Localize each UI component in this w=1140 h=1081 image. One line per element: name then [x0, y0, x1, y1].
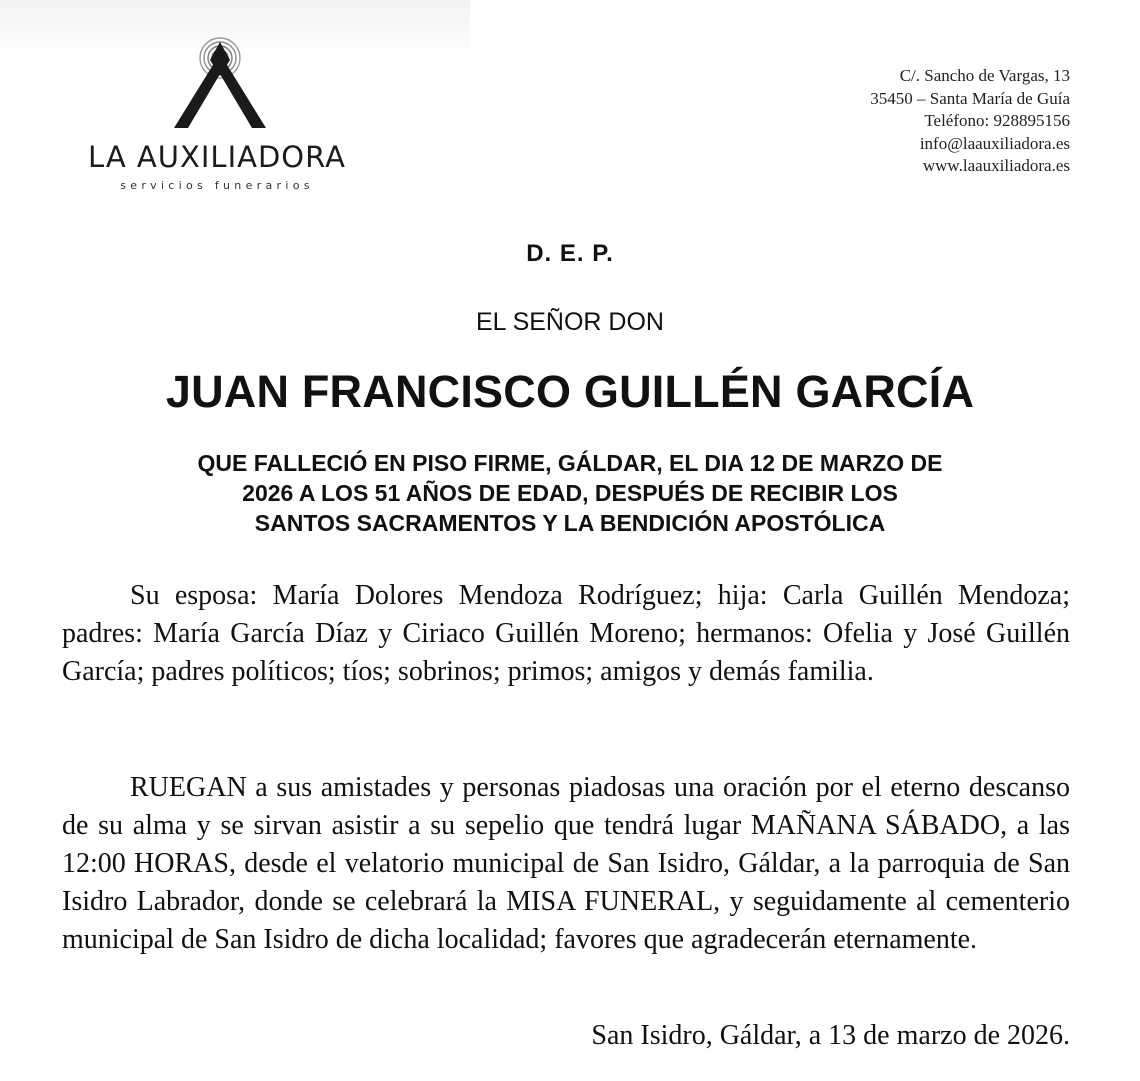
family-paragraph: Su esposa: María Dolores Mendoza Rodríguez; hija: Carla Guillén Mendoza; padres: María García Díaz y Ciriaco Guillén Moreno; hermanos: Ofelia y José Guillén García; padres políticos; tíos; sobrinos; primos; amigos y demás familia. [62, 580, 1070, 687]
address-street: C/. Sancho de Vargas, 13 [899, 66, 1070, 85]
honorific-line: EL SEÑOR DON [475, 308, 664, 336]
logo-emblem-icon [170, 36, 270, 136]
place-date-line: San Isidro, Gáldar, a 13 de marzo de 2026. [591, 1020, 1070, 1051]
deceased-name: JUAN FRANCISCO GUILLÉN GARCÍA [165, 366, 975, 417]
address-email: info@laauxiliadora.es [919, 133, 1070, 153]
logo-company-name: LA AUXILIADORA [88, 140, 346, 174]
address-phone: Teléfono: 928895156 [924, 111, 1070, 130]
death-statement-line: SANTOS SACRAMENTOS Y LA BENDICIÓN APOSTÓLICA [254, 510, 886, 536]
death-statement-line: QUE FALLECIÓ EN PISO FIRME, GÁLDAR, EL DIA 12 DE MARZO DE [197, 450, 943, 476]
contact-address-block [870, 65, 1070, 178]
logo-tagline: servicios funerarios [120, 179, 314, 192]
death-statement [80, 448, 1060, 538]
dep-heading: D. E. P. [526, 240, 614, 267]
company-logo [52, 36, 382, 196]
funeral-request-paragraph: RUEGAN a sus amistades y personas piadosas una oración por el eterno descanso de su alma y se sirvan asistir a su sepelio que tendrá lugar MAÑANA SÁBADO, a las 12:00 HORAS, desde el velatorio municipal de San Isidro, Gáldar, a la parroquia de San Isidro Labrador, donde se celebrará la MISA FUNERAL, y seguidamente al cementerio municipal de San Isidro de dicha localidad; favores que agradecerán eternamente. [62, 772, 1070, 955]
death-statement-line: 2026 A LOS 51 AÑOS DE EDAD, DESPUÉS DE RECIBIR LOS [242, 480, 898, 506]
address-website: www.laauxiliadora.es [922, 156, 1070, 175]
address-city: 35450 – Santa María de Guía [870, 88, 1070, 108]
